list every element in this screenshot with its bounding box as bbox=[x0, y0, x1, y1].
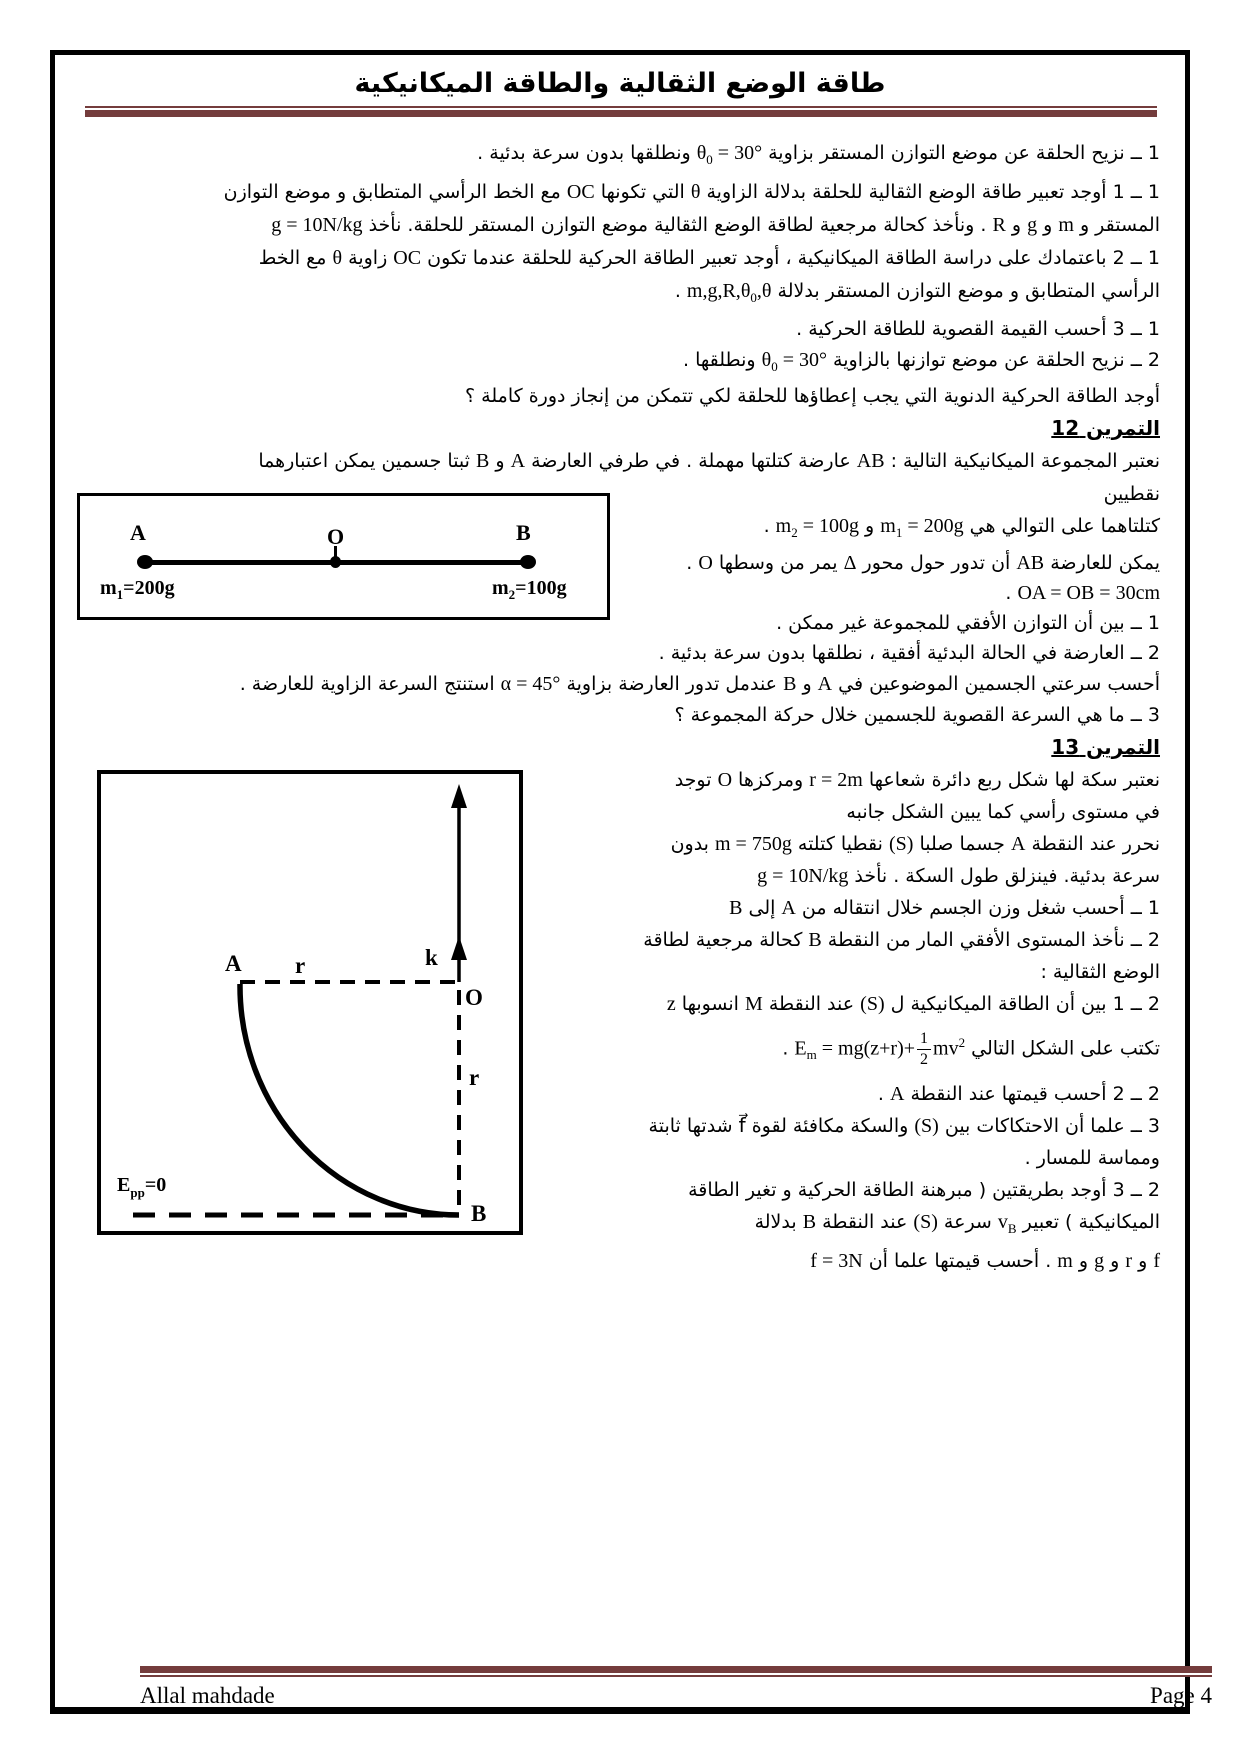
text-line: OA = OB = 30cm . bbox=[1005, 582, 1160, 605]
text-line: نقطيين bbox=[1103, 483, 1160, 506]
epp-zero-label: $E_{pp}=0$ bbox=[117, 1174, 167, 1200]
text-line: المستقر و m و g و R . ونأخذ كحالة مرجعية لطاقة الوضع الثقالية موضع التوازن المستقر للحلقة. نأخذ g = 10N/kg bbox=[271, 213, 1160, 236]
mass-a-dot bbox=[137, 555, 153, 569]
figure-quarter-circle-track bbox=[97, 770, 523, 1235]
text-line: f و r و g و m . أحسب قيمتها علما أن f = 3N bbox=[810, 1250, 1160, 1273]
radius-top-label: r bbox=[295, 953, 306, 978]
footer-page-number: Page 4 bbox=[1150, 1683, 1212, 1708]
text-line: ومماسة للمسار . bbox=[1024, 1147, 1160, 1170]
text-line: 1 ــ نزيح الحلقة عن موضع التوازن المستقر بزاوية $\theta_0 = 30^\circ$ ونطلقها بدون سرعة بدئية . bbox=[477, 142, 1160, 167]
text-line: كتلتاهما على التوالي هي $m_1 = 200g$ و $m_2 = 100g$ . bbox=[763, 515, 1160, 541]
footer-divider bbox=[140, 1666, 1212, 1677]
title-divider bbox=[85, 106, 1157, 117]
text-line: 3 ــ علما أن الاحتكاكات بين (S) والسكة مكافئة لقوة f⃗ شدتها ثابتة bbox=[648, 1115, 1160, 1138]
footer-author: Allal mahdade bbox=[140, 1683, 275, 1708]
point-o-label: O bbox=[465, 985, 483, 1010]
radius-side-label: r bbox=[469, 1065, 480, 1090]
text-line: الرأسي المتطابق و موضع التوازن المستقر بدلالة $m,g,R,\theta_0,\theta$ . bbox=[674, 279, 1160, 305]
point-b-label: B bbox=[516, 520, 531, 545]
axis-arrowhead bbox=[451, 784, 467, 808]
text-line: 2 ــ العارضة في الحالة البدئية أفقية ، نطلقها بدون سرعة بدئية . bbox=[658, 642, 1160, 665]
text-line: 1 ــ بين أن التوازن الأفقي للمجموعة غير ممكن . bbox=[776, 612, 1160, 635]
text-line: 2 ــ نأخذ المستوى الأفقي المار من النقطة B كحالة مرجعية لطاقة bbox=[643, 929, 1160, 952]
text-line: 3 ــ ما هي السرعة القصوية للجسمين خلال حركة المجموعة ؟ bbox=[674, 704, 1160, 727]
text-line: نعتبر سكة لها شكل ربع دائرة شعاعها r = 2m ومركزها O توجد bbox=[674, 769, 1160, 792]
mass-m1-label: $m_1=200g$ bbox=[100, 577, 175, 602]
text-line: 1 ــ أحسب شغل وزن الجسم خلال انتقاله من A إلى B bbox=[729, 897, 1160, 920]
k-unit-vector-label: k⃗ bbox=[425, 945, 456, 970]
text-line: 1 ــ 1 أوجد تعبير طاقة الوضع الثقالية للحلقة بدلالة الزاوية θ التي تكونها OC مع الخط الرأسي المتطابق و موضع التوازن bbox=[223, 180, 1160, 203]
text-line: في مستوى رأسي كما يبين الشكل جانبه bbox=[846, 801, 1160, 824]
text-line: 2 ــ 2 أحسب قيمتها عند النقطة A . bbox=[877, 1083, 1160, 1106]
text-line: نحرر عند النقطة A جسما صلبا (S) نقطيا كتلته m = 750g بدون bbox=[670, 833, 1160, 856]
point-a-label: A bbox=[130, 520, 146, 545]
text-line: سرعة بدئية. فينزلق طول السكة . نأخذ g = 10N/kg bbox=[757, 865, 1160, 888]
track-drawing bbox=[101, 774, 519, 1231]
footer bbox=[140, 1666, 1212, 1709]
quarter-circle-arc bbox=[240, 984, 459, 1215]
exercise-13-title: التمرين 13 bbox=[1051, 735, 1160, 760]
text-line: الميكانيكية ) تعبير $v_B$ سرعة (S) عند النقطة B بدلالة bbox=[754, 1211, 1160, 1237]
page-title: طاقة الوضع الثقالية والطاقة الميكانيكية bbox=[354, 68, 886, 99]
text-line: أوجد الطاقة الحركية الدنوية التي يجب إعطاؤها للحلقة لكي تتمكن من إنجاز دورة كاملة ؟ bbox=[465, 385, 1160, 408]
point-o-label: O bbox=[327, 524, 345, 549]
point-b-label: B bbox=[471, 1201, 487, 1226]
pivot-o-dot bbox=[330, 556, 341, 568]
text-line: أحسب سرعتي الجسمين الموضوعين في A و B عندمل تدور العارضة بزاوية α = 45° استنتج السرعة الزاوية للعارضة . bbox=[239, 673, 1160, 696]
text-line: 2 ــ 3 أوجد بطريقتين ( مبرهنة الطاقة الحركية و تغير الطاقة bbox=[688, 1179, 1160, 1202]
text-line: يمكن للعارضة AB أن تدور حول محور Δ يمر من وسطها O . bbox=[686, 552, 1160, 575]
text-line: 2 ــ 1 بين أن الطاقة الميكانيكية ل (S) عند النقطة M انسوبها z bbox=[666, 993, 1160, 1016]
text-line: 1 ــ 3 أحسب القيمة القصوية للطاقة الحركية . bbox=[796, 317, 1160, 340]
figure-beam-diagram bbox=[77, 493, 610, 620]
point-a-label: A bbox=[225, 951, 242, 976]
exercise-12-title: التمرين 12 bbox=[1051, 416, 1160, 441]
text-line: 1 ــ 2 باعتمادك على دراسة الطاقة الميكانيكية ، أوجد تعبير الطاقة الحركية للحلقة عندما تكون OC زاوية θ مع الخط bbox=[258, 246, 1160, 269]
mass-m2-label: $m_2=100g$ bbox=[492, 577, 567, 602]
text-line: نعتبر المجموعة الميكانيكية التالية : AB عارضة كتلتها مهملة . في طرفي العارضة A و B ثبتا جسمين يمكن اعتبارهما bbox=[258, 450, 1160, 473]
text-line: الوضع الثقالية : bbox=[1040, 961, 1160, 984]
text-line: 2 ــ نزيح الحلقة عن موضع توازنها بالزاوية $\theta_0 = 30^\circ$ ونطلقها . bbox=[683, 348, 1160, 374]
mass-b-dot bbox=[520, 555, 536, 569]
mechanical-energy-formula: تكتب على الشكل التالي $E_m = mg(z+r)+$ $\frac{1}{2}$ $mv^2$ . bbox=[782, 1030, 1160, 1069]
